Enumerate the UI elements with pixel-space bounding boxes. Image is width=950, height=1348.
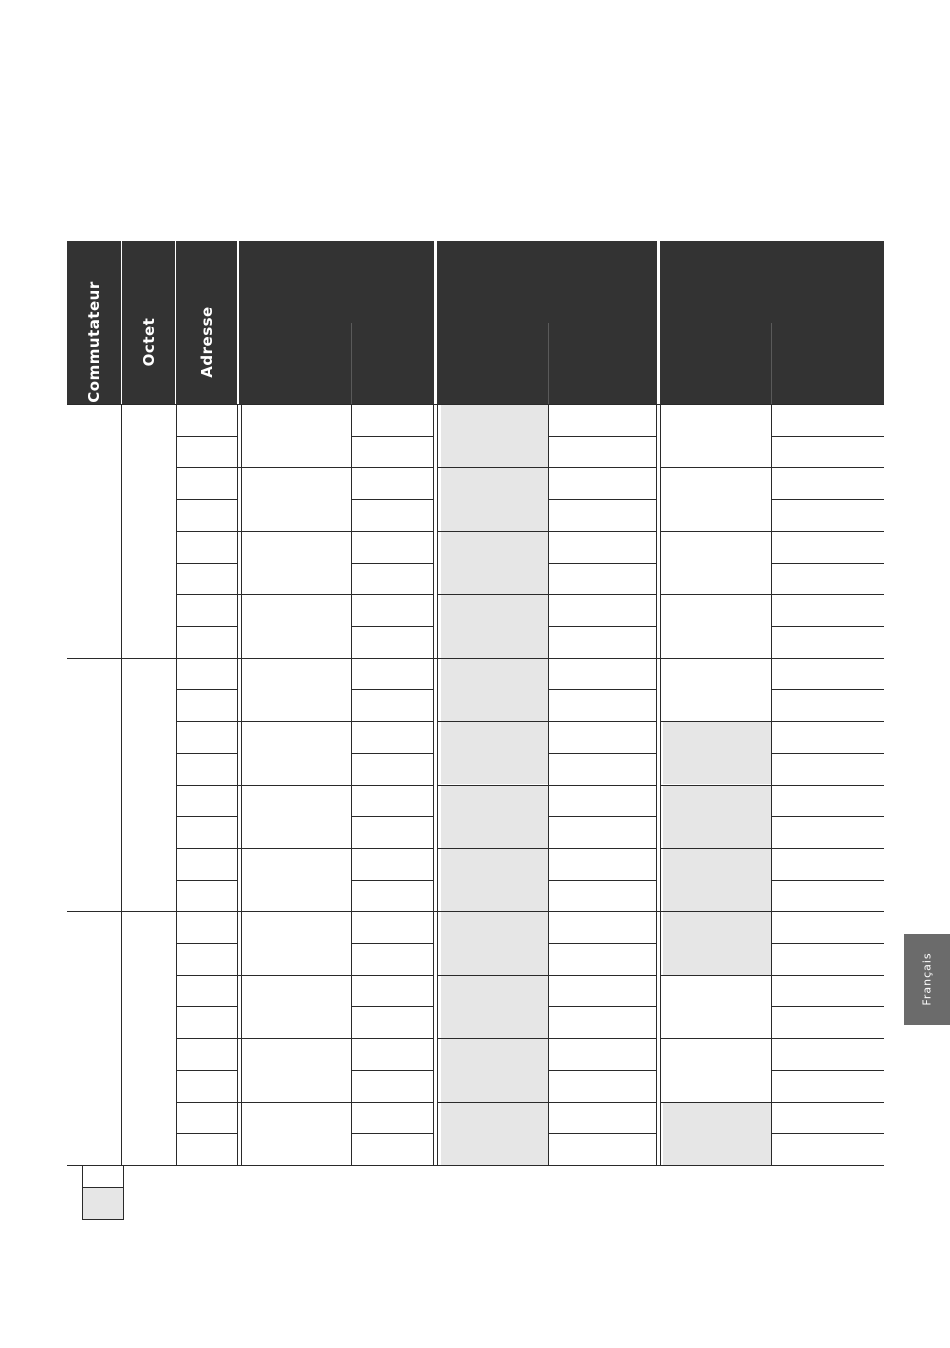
row-divider <box>351 531 434 532</box>
row-divider <box>548 531 657 532</box>
row-divider <box>548 499 657 500</box>
row-divider <box>771 785 884 786</box>
row-divider <box>660 531 771 532</box>
row-divider <box>351 721 434 722</box>
row-divider <box>548 848 657 849</box>
row-divider <box>437 531 548 532</box>
row-divider <box>771 594 884 595</box>
row-divider <box>771 1006 884 1007</box>
row-divider <box>238 975 351 976</box>
row-divider <box>548 753 657 754</box>
header-group-1 <box>238 241 434 404</box>
row-divider <box>548 1006 657 1007</box>
row-divider <box>548 816 657 817</box>
row-divider <box>351 1070 434 1071</box>
header-subdivider <box>548 323 549 404</box>
row-divider <box>351 689 434 690</box>
row-divider <box>548 880 657 881</box>
row-divider <box>176 499 238 500</box>
row-divider <box>176 848 238 849</box>
row-divider <box>176 1133 238 1134</box>
row-divider <box>351 499 434 500</box>
row-divider <box>548 594 657 595</box>
row-divider <box>351 563 434 564</box>
row-divider <box>771 436 884 437</box>
shaded-cell <box>441 1038 548 1101</box>
header-address-label: Adresse <box>198 306 216 378</box>
row-divider <box>660 975 771 976</box>
row-divider <box>351 753 434 754</box>
row-divider <box>771 1102 884 1103</box>
row-divider <box>548 467 657 468</box>
row-divider <box>771 1070 884 1071</box>
row-divider <box>176 721 238 722</box>
row-divider <box>437 785 548 786</box>
row-divider <box>176 1006 238 1007</box>
row-divider <box>548 785 657 786</box>
row-divider <box>660 1038 771 1039</box>
row-divider <box>176 1038 238 1039</box>
row-divider <box>771 721 884 722</box>
shaded-cell <box>441 785 548 848</box>
shaded-cell <box>441 531 548 594</box>
column-divider <box>176 404 177 1165</box>
row-divider <box>238 785 351 786</box>
row-divider <box>238 531 351 532</box>
row-divider <box>351 943 434 944</box>
header-switch-label: Commutateur <box>85 281 103 403</box>
row-divider <box>771 689 884 690</box>
row-divider <box>548 943 657 944</box>
row-divider <box>176 1102 238 1103</box>
row-divider <box>238 594 351 595</box>
row-divider <box>437 1102 548 1103</box>
row-divider <box>771 943 884 944</box>
column-divider <box>656 404 657 1165</box>
column-divider <box>433 404 434 1165</box>
address-table <box>67 241 884 1165</box>
row-divider <box>176 785 238 786</box>
row-divider <box>548 563 657 564</box>
shaded-cell <box>441 658 548 721</box>
shaded-cell <box>663 911 771 974</box>
row-divider <box>351 1133 434 1134</box>
row-divider <box>548 689 657 690</box>
row-divider <box>548 1133 657 1134</box>
header-switch <box>67 241 121 404</box>
shaded-cell <box>441 467 548 530</box>
row-divider <box>176 816 238 817</box>
row-divider <box>176 563 238 564</box>
row-divider <box>351 1038 434 1039</box>
column-divider <box>241 404 242 1165</box>
row-divider <box>351 594 434 595</box>
row-divider <box>771 626 884 627</box>
header-octet-label: Octet <box>140 317 158 367</box>
row-divider <box>660 467 771 468</box>
row-divider <box>437 1038 548 1039</box>
row-divider <box>548 1038 657 1039</box>
shaded-cell <box>663 721 771 784</box>
row-divider <box>771 753 884 754</box>
row-divider <box>771 1133 884 1134</box>
legend-gray-box <box>82 1187 124 1220</box>
row-divider <box>176 689 238 690</box>
row-divider <box>351 436 434 437</box>
header-gap <box>434 241 437 404</box>
row-divider <box>660 785 771 786</box>
row-divider <box>238 467 351 468</box>
row-divider <box>660 848 771 849</box>
row-divider <box>437 975 548 976</box>
row-divider <box>437 721 548 722</box>
row-divider <box>176 594 238 595</box>
shaded-cell <box>441 848 548 911</box>
header-subdivider <box>771 323 772 404</box>
row-divider <box>351 816 434 817</box>
row-divider <box>176 880 238 881</box>
row-divider <box>660 721 771 722</box>
row-divider <box>176 753 238 754</box>
row-divider <box>351 848 434 849</box>
row-divider <box>176 1070 238 1071</box>
row-divider <box>67 911 884 912</box>
shaded-cell <box>441 1102 548 1165</box>
row-divider <box>437 848 548 849</box>
row-divider <box>351 880 434 881</box>
row-divider <box>771 499 884 500</box>
row-divider <box>176 436 238 437</box>
column-divider <box>237 404 238 1165</box>
row-divider <box>437 467 548 468</box>
header-gap <box>237 241 239 404</box>
row-divider <box>351 467 434 468</box>
row-divider <box>176 943 238 944</box>
row-divider <box>238 721 351 722</box>
row-divider <box>238 848 351 849</box>
header-address <box>176 241 237 404</box>
row-divider <box>176 531 238 532</box>
row-divider <box>771 848 884 849</box>
row-divider <box>771 880 884 881</box>
shaded-cell <box>441 594 548 657</box>
header-gap <box>657 241 660 404</box>
header-subdivider <box>351 323 352 404</box>
row-divider <box>67 1165 884 1166</box>
row-divider <box>771 975 884 976</box>
row-divider <box>771 816 884 817</box>
column-divider <box>548 404 549 1165</box>
column-divider <box>660 404 661 1165</box>
row-divider <box>660 594 771 595</box>
row-divider <box>548 1070 657 1071</box>
row-divider <box>351 975 434 976</box>
row-divider <box>351 1102 434 1103</box>
shaded-cell <box>441 911 548 974</box>
row-divider <box>548 721 657 722</box>
header-group-3 <box>660 241 884 404</box>
row-divider <box>548 436 657 437</box>
row-divider <box>548 626 657 627</box>
column-divider <box>771 404 772 1165</box>
legend-white-box <box>82 1165 124 1188</box>
language-tab-label: Français <box>920 952 934 1006</box>
row-divider <box>771 563 884 564</box>
row-divider <box>67 404 884 405</box>
row-divider <box>238 1102 351 1103</box>
row-divider <box>176 467 238 468</box>
shaded-cell <box>663 1102 771 1165</box>
row-divider <box>548 975 657 976</box>
header-octet <box>122 241 175 404</box>
shaded-cell <box>663 848 771 911</box>
row-divider <box>67 658 884 659</box>
row-divider <box>351 1006 434 1007</box>
row-divider <box>238 1038 351 1039</box>
shaded-cell <box>663 785 771 848</box>
row-divider <box>176 975 238 976</box>
row-divider <box>771 531 884 532</box>
row-divider <box>351 626 434 627</box>
column-divider <box>351 404 352 1165</box>
row-divider <box>176 626 238 627</box>
row-divider <box>548 1102 657 1103</box>
shaded-cell <box>441 975 548 1038</box>
language-tab[interactable] <box>904 934 950 1025</box>
column-divider <box>121 404 122 1165</box>
row-divider <box>351 785 434 786</box>
row-divider <box>437 594 548 595</box>
row-divider <box>771 467 884 468</box>
row-divider <box>660 1102 771 1103</box>
shaded-cell <box>441 721 548 784</box>
header-group-2 <box>437 241 657 404</box>
shaded-cell <box>441 404 548 467</box>
row-divider <box>771 1038 884 1039</box>
column-divider <box>437 404 438 1165</box>
